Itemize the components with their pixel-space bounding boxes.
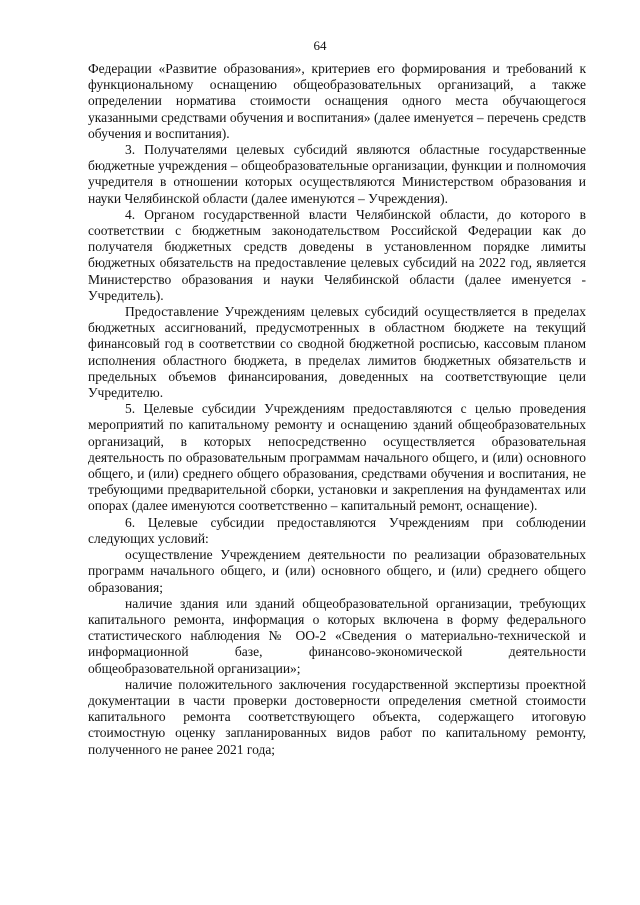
document-body: [88, 61, 586, 758]
paragraph-continuation: Федерации «Развитие образования», критериев его формирования и требований к функциональному оснащению общеобразовательных организаций, а также определении норматива стоимости оснащения одного места обучающегося указанными средствами обучения и воспитания» (далее именуется – перечень средств обучения и воспитания).: [88, 61, 586, 141]
paragraph-item-6: 6. Целевые субсидии предоставляются Учреждениям при соблюдении следующих условий:: [88, 514, 586, 546]
paragraph-item-4: 4. Органом государственной власти Челябинской области, до которого в соответствии с бюджетным законодательством Российской Федерации как до получателя бюджетных средств доведены в установленном порядке лимиты бюджетных обязательств на предоставление целевых субсидий на 2022 год, является Министерство образования и науки Челябинской области (далее именуется - Учредитель).: [88, 206, 586, 303]
page-number: 64: [313, 38, 327, 53]
paragraph-item-5: 5. Целевые субсидии Учреждениям предоставляются с целью проведения мероприятий по капитальному ремонту и оснащению зданий общеобразовательных организаций, в которых непосредственно осуществляется образовательная деятельность по образовательным программам начального общего, и (или) основного общего, и (или) среднего общего образования, средствами обучения и воспитания, не требующими предварительной сборки, установки и закрепления на фундаментах или опорах (далее именуются соответственно – капитальный ремонт, оснащение).: [88, 401, 586, 514]
condition-educational-activity: осуществление Учреждением деятельности по реализации образовательных программ начального общего, и (или) основного общего, и (или) среднего общего образования;: [88, 547, 586, 595]
paragraph-item-4-funding: Предоставление Учреждениям целевых субсидий осуществляется в пределах бюджетных ассигнований, предусмотренных в областном бюджете на текущий финансовый год в соответствии со сводной бюджетной росписью, кассовым планом исполнения областного бюджета, в пределах лимитов бюджетных обязательств и предельных объемов финансирования, доведенных на соответствующие цели Учредителю.: [88, 304, 586, 401]
condition-expert-review: наличие положительного заключения государственной экспертизы проектной документации в части проверки достоверности определения сметной стоимости капитального ремонта соответствующего объекта, содержащего итоговую стоимостную оценку запланированных видов работ по капитальному ремонту, полученного не ранее 2021 года;: [88, 676, 586, 757]
condition-building-repair: наличие здания или зданий общеобразовательной организации, требующих капитального ремонта, информация о которых включена в форму федерального статистического наблюдения № ОО-2 «Сведения о материально-технической и информационной базе, финансово-экономической деятельности общеобразовательной организации»;: [88, 595, 586, 676]
paragraph-item-3: 3. Получателями целевых субсидий являются областные государственные бюджетные учреждения – общеобразовательные организации, функции и полномочия учредителя в отношении которых осуществляются Министерством образования и науки Челябинской области (далее именуются – Учреждения).: [88, 142, 586, 206]
